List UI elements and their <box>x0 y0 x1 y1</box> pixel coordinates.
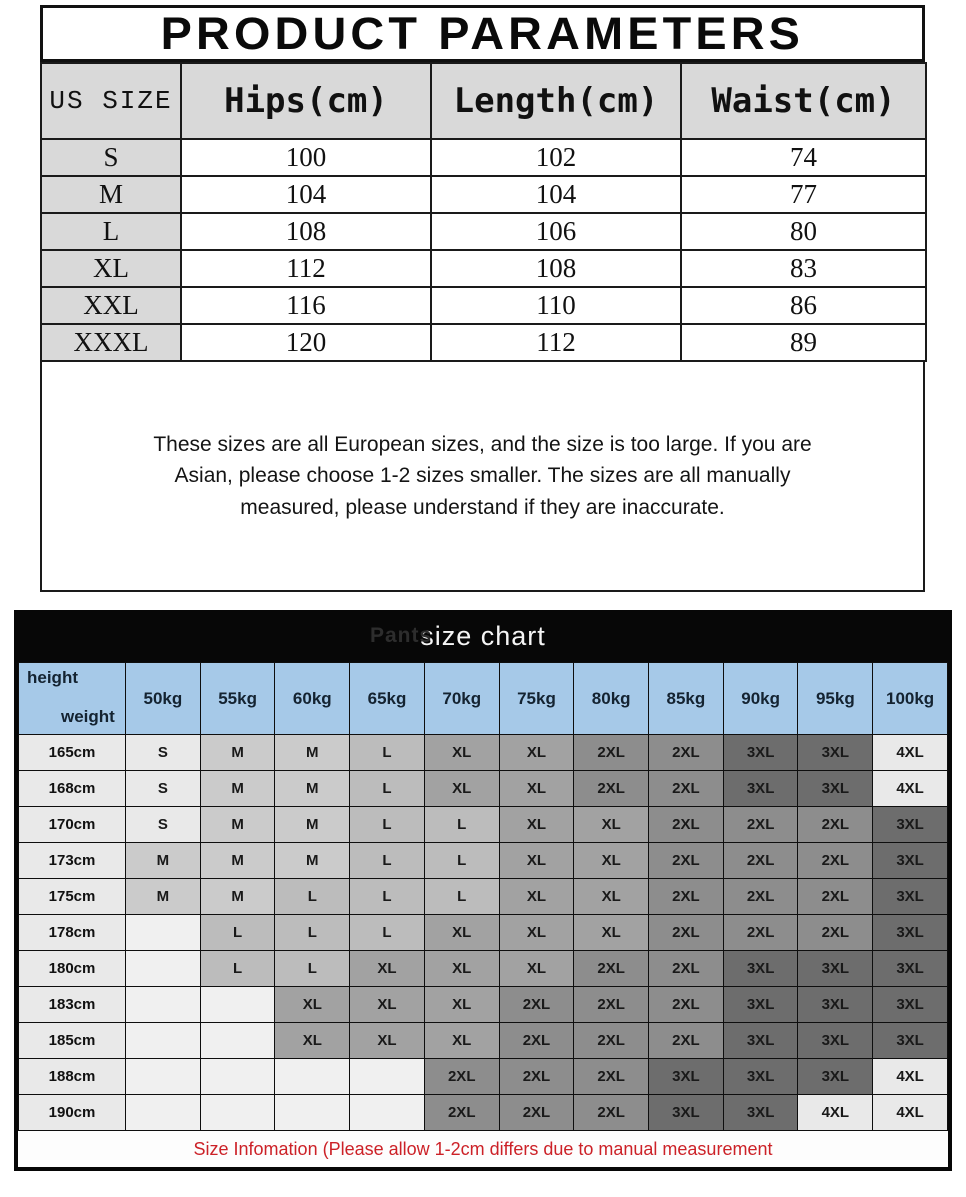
measurement-cell: 110 <box>431 287 681 324</box>
size-cell: 3XL <box>873 879 948 915</box>
size-cell: 2XL <box>574 771 649 807</box>
size-cell: 3XL <box>798 771 873 807</box>
product-parameters-table <box>40 62 927 362</box>
size-cell: 2XL <box>649 843 724 879</box>
size-cell <box>275 1095 350 1131</box>
size-chart-header-row <box>19 663 948 735</box>
size-cell: XL <box>424 735 499 771</box>
size-cell: 3XL <box>723 1059 798 1095</box>
size-cell: 2XL <box>798 915 873 951</box>
size-cell: M <box>200 771 275 807</box>
size-cell: 3XL <box>873 1023 948 1059</box>
size-chart-row <box>19 807 948 843</box>
size-cell: 2XL <box>798 843 873 879</box>
measurement-cell: 77 <box>681 176 926 213</box>
size-chart-row <box>19 843 948 879</box>
table-row <box>41 287 926 324</box>
size-cell: L <box>200 951 275 987</box>
size-cell: 3XL <box>798 987 873 1023</box>
size-cell: XL <box>424 915 499 951</box>
size-cell <box>350 1095 425 1131</box>
size-cell: M <box>275 771 350 807</box>
size-cell: XL <box>499 771 574 807</box>
measurement-cell: 89 <box>681 324 926 361</box>
size-cell: 2XL <box>649 987 724 1023</box>
measurement-cell: 106 <box>431 213 681 250</box>
height-label-cell: 178cm <box>19 915 126 951</box>
size-cell <box>200 1059 275 1095</box>
size-info-text: Size Infomation (Please allow 1-2cm differs due to manual measurement <box>193 1138 773 1159</box>
size-cell: S <box>126 771 201 807</box>
size-note-line: Asian, please choose 1-2 sizes smaller. The sizes are all manually <box>174 464 791 488</box>
size-cell: 2XL <box>574 735 649 771</box>
size-chart-row <box>19 1095 948 1131</box>
size-cell <box>350 1059 425 1095</box>
size-cell: 3XL <box>873 951 948 987</box>
weight-column-header: 50kg <box>126 663 201 735</box>
measurement-cell: 120 <box>181 324 431 361</box>
size-cell: XL <box>350 987 425 1023</box>
size-cell: XL <box>424 987 499 1023</box>
size-cell: M <box>275 735 350 771</box>
size-cell: 3XL <box>723 1023 798 1059</box>
size-cell: 3XL <box>873 843 948 879</box>
weight-column-header: 85kg <box>649 663 724 735</box>
size-cell: L <box>275 879 350 915</box>
weight-column-header: 100kg <box>873 663 948 735</box>
size-cell: L <box>424 843 499 879</box>
size-cell: 2XL <box>499 987 574 1023</box>
corner-weight-label: weight <box>61 707 115 726</box>
weight-column-header: 90kg <box>723 663 798 735</box>
height-label-cell: 180cm <box>19 951 126 987</box>
product-parameters-header-row <box>41 63 926 139</box>
size-cell: 3XL <box>798 1023 873 1059</box>
size-chart-section <box>14 610 952 1171</box>
size-cell: 3XL <box>873 987 948 1023</box>
size-chart-row <box>19 1059 948 1095</box>
height-label-cell: 165cm <box>19 735 126 771</box>
size-cell: M <box>200 735 275 771</box>
size-cell: S <box>126 735 201 771</box>
size-label-cell: L <box>41 213 181 250</box>
size-cell: L <box>350 807 425 843</box>
size-cell <box>126 1095 201 1131</box>
size-cell: 2XL <box>499 1095 574 1131</box>
size-cell: M <box>200 843 275 879</box>
size-cell: 2XL <box>723 915 798 951</box>
size-cell: M <box>275 843 350 879</box>
size-cell: XL <box>424 1023 499 1059</box>
measurement-cell: 112 <box>431 324 681 361</box>
size-cell: 3XL <box>723 735 798 771</box>
size-cell: 2XL <box>649 771 724 807</box>
weight-column-header: 75kg <box>499 663 574 735</box>
size-label-cell: XXL <box>41 287 181 324</box>
size-cell: 2XL <box>574 1059 649 1095</box>
product-parameters-title-box <box>40 5 925 62</box>
size-cell: L <box>275 915 350 951</box>
column-header: Hips(cm) <box>181 63 431 139</box>
size-label-cell: M <box>41 176 181 213</box>
size-cell: M <box>200 879 275 915</box>
size-chart-row <box>19 771 948 807</box>
weight-column-header: 80kg <box>574 663 649 735</box>
size-cell: XL <box>574 807 649 843</box>
column-header: US SIZE <box>41 63 181 139</box>
size-cell: 2XL <box>723 843 798 879</box>
size-cell: XL <box>499 879 574 915</box>
size-cell: 3XL <box>723 771 798 807</box>
size-cell: XL <box>574 915 649 951</box>
size-cell: 2XL <box>649 1023 724 1059</box>
size-cell: XL <box>574 843 649 879</box>
size-cell <box>275 1059 350 1095</box>
size-cell: 2XL <box>649 951 724 987</box>
height-label-cell: 168cm <box>19 771 126 807</box>
size-cell <box>126 951 201 987</box>
size-chart-row <box>19 735 948 771</box>
height-label-cell: 188cm <box>19 1059 126 1095</box>
height-weight-corner-cell <box>19 663 126 735</box>
corner-height-label: height <box>27 668 78 687</box>
page-title: PRODUCT PARAMETERS <box>160 7 805 59</box>
size-cell <box>200 987 275 1023</box>
size-cell: L <box>350 735 425 771</box>
size-label-cell: XXXL <box>41 324 181 361</box>
size-cell: L <box>424 807 499 843</box>
size-cell: L <box>275 951 350 987</box>
size-cell: XL <box>350 951 425 987</box>
size-label-cell: XL <box>41 250 181 287</box>
size-cell <box>200 1023 275 1059</box>
size-cell: 2XL <box>798 879 873 915</box>
height-label-cell: 185cm <box>19 1023 126 1059</box>
size-cell: XL <box>499 843 574 879</box>
size-cell: 4XL <box>873 771 948 807</box>
size-cell: 3XL <box>649 1059 724 1095</box>
size-cell: 3XL <box>873 807 948 843</box>
measurement-cell: 108 <box>431 250 681 287</box>
size-cell: 2XL <box>499 1059 574 1095</box>
weight-column-header: 55kg <box>200 663 275 735</box>
size-cell: 3XL <box>723 951 798 987</box>
size-cell: L <box>350 843 425 879</box>
size-cell: 2XL <box>798 807 873 843</box>
height-label-cell: 175cm <box>19 879 126 915</box>
size-cell: 2XL <box>574 1023 649 1059</box>
table-row <box>41 176 926 213</box>
size-cell: 4XL <box>873 1059 948 1095</box>
size-note <box>40 362 925 592</box>
size-chart-row <box>19 1023 948 1059</box>
size-cell: L <box>350 771 425 807</box>
size-cell: M <box>126 879 201 915</box>
size-cell: L <box>350 879 425 915</box>
size-chart-table <box>18 662 948 1131</box>
size-cell: 2XL <box>649 915 724 951</box>
size-chart-body <box>19 735 948 1131</box>
size-cell: M <box>126 843 201 879</box>
size-cell <box>126 1023 201 1059</box>
size-info-note <box>18 1131 948 1167</box>
weight-column-header: 60kg <box>275 663 350 735</box>
size-cell: S <box>126 807 201 843</box>
size-cell: 2XL <box>424 1059 499 1095</box>
size-cell: 4XL <box>798 1095 873 1131</box>
size-note-line: These sizes are all European sizes, and the size is too large. If you are <box>153 432 812 456</box>
table-row <box>41 324 926 361</box>
table-row <box>41 139 926 176</box>
size-note-line: measured, please understand if they are inaccurate. <box>240 495 725 519</box>
size-cell: 2XL <box>649 807 724 843</box>
size-cell: XL <box>275 987 350 1023</box>
size-cell: 2XL <box>723 879 798 915</box>
size-cell: XL <box>499 807 574 843</box>
size-cell: M <box>275 807 350 843</box>
size-cell <box>200 1095 275 1131</box>
measurement-cell: 104 <box>431 176 681 213</box>
size-cell: 2XL <box>649 879 724 915</box>
measurement-cell: 86 <box>681 287 926 324</box>
size-cell: XL <box>499 951 574 987</box>
measurement-cell: 83 <box>681 250 926 287</box>
measurement-cell: 112 <box>181 250 431 287</box>
height-label-cell: 173cm <box>19 843 126 879</box>
size-cell: 3XL <box>723 1095 798 1131</box>
measurement-cell: 104 <box>181 176 431 213</box>
size-cell: 2XL <box>499 1023 574 1059</box>
size-cell: 4XL <box>873 1095 948 1131</box>
size-chart-title-bar <box>18 610 948 662</box>
size-cell <box>126 915 201 951</box>
size-cell: M <box>200 807 275 843</box>
size-chart-row <box>19 879 948 915</box>
size-cell: 2XL <box>574 1095 649 1131</box>
height-label-cell: 190cm <box>19 1095 126 1131</box>
size-cell: XL <box>499 735 574 771</box>
table-row <box>41 213 926 250</box>
column-header: Length(cm) <box>431 63 681 139</box>
size-cell: XL <box>424 951 499 987</box>
height-label-cell: 183cm <box>19 987 126 1023</box>
weight-column-header: 65kg <box>350 663 425 735</box>
measurement-cell: 100 <box>181 139 431 176</box>
size-cell: L <box>350 915 425 951</box>
size-cell: 3XL <box>798 951 873 987</box>
weight-column-header: 95kg <box>798 663 873 735</box>
size-cell: L <box>424 879 499 915</box>
size-cell: XL <box>574 879 649 915</box>
measurement-cell: 108 <box>181 213 431 250</box>
size-cell: 4XL <box>873 735 948 771</box>
column-header: Waist(cm) <box>681 63 926 139</box>
weight-column-header: 70kg <box>424 663 499 735</box>
size-cell: L <box>200 915 275 951</box>
watermark-text: Pants <box>370 624 433 647</box>
size-cell: 3XL <box>723 987 798 1023</box>
size-cell: 3XL <box>649 1095 724 1131</box>
size-label-cell: S <box>41 139 181 176</box>
size-cell <box>126 1059 201 1095</box>
size-cell: 2XL <box>649 735 724 771</box>
size-chart-title: size chart <box>420 620 546 651</box>
measurement-cell: 80 <box>681 213 926 250</box>
measurement-cell: 116 <box>181 287 431 324</box>
size-cell: 3XL <box>798 735 873 771</box>
size-cell: 3XL <box>873 915 948 951</box>
size-cell: XL <box>275 1023 350 1059</box>
size-cell: XL <box>424 771 499 807</box>
size-chart-row <box>19 951 948 987</box>
product-parameters-body <box>41 139 926 361</box>
table-row <box>41 250 926 287</box>
size-cell: 3XL <box>798 1059 873 1095</box>
size-cell: 2XL <box>424 1095 499 1131</box>
size-cell: 2XL <box>574 987 649 1023</box>
size-chart-row <box>19 987 948 1023</box>
size-cell <box>126 987 201 1023</box>
size-chart-row <box>19 915 948 951</box>
height-label-cell: 170cm <box>19 807 126 843</box>
size-cell: XL <box>499 915 574 951</box>
measurement-cell: 102 <box>431 139 681 176</box>
size-cell: 2XL <box>574 951 649 987</box>
size-cell: XL <box>350 1023 425 1059</box>
product-parameters-section <box>40 5 925 592</box>
size-cell: 2XL <box>723 807 798 843</box>
measurement-cell: 74 <box>681 139 926 176</box>
